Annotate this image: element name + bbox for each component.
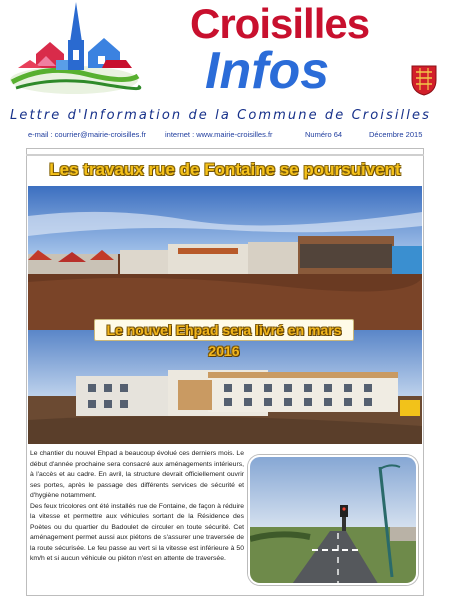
- masthead-title: Croisilles: [190, 0, 370, 47]
- issue-date: Décembre 2015: [369, 130, 423, 139]
- paragraph-ehpad: Le chantier du nouvel Ehpad a beaucoup évolué ces derniers mois. Le début d'année prochaine sera consacré aux aménagements intérieurs, à l'accès et au cadre. En avril, la structure devrait officiellement ouvrir ses portes, après le passage des différents services de sécurité et d'hygiène notamment.: [30, 450, 244, 499]
- email-contact: e-mail : courrier@mairie-croisilles.fr: [28, 130, 147, 139]
- newsletter-tagline: Lettre d'Information de la Commune de Croisilles: [10, 108, 431, 123]
- masthead-subtitle-infos: Infos: [205, 42, 330, 100]
- paragraph-traffic-lights: Des feux tricolores ont été installés rue de Fontaine, de façon à réduire la vitesse et permettre aux véhicules sortant de la Résidence des Poètes ou du quartier du Badoulet de circuler en toute sécurité. Cet aménagement permet aussi aux piétons de s'assurer une traversée de la route sécurisée. Le feu passe au vert si la vitesse est inférieure à 50 km/h et si aucun véhicule ou piéton n'est en attente de traversée.: [30, 502, 244, 562]
- construction-photo: [28, 186, 422, 330]
- website-link: internet : www.mairie-croisilles.fr: [165, 130, 273, 139]
- article-headline: Les travaux rue de Fontaine se poursuivent: [49, 160, 401, 179]
- coat-of-arms-icon: [410, 64, 438, 96]
- traffic-light-road-photo: [248, 455, 418, 585]
- photo-caption-banner: Le nouvel Ehpad sera livré en mars 2016: [94, 319, 354, 341]
- frame-divider: [26, 154, 424, 156]
- article-body: [30, 449, 244, 565]
- issue-number: Numéro 64: [305, 130, 343, 139]
- village-church-logo-icon: [6, 2, 142, 102]
